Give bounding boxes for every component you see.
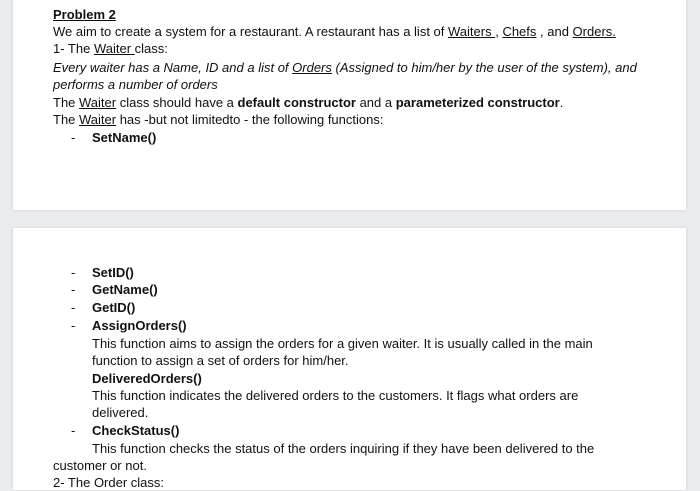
constructors-prefix: The [53,95,80,110]
bullet-marker: - [71,130,76,145]
section-1-heading [53,40,168,57]
function-setname: SetName() [92,130,157,145]
bullet-marker: - [71,282,76,297]
next-section-heading-clipped [53,472,165,490]
assignorders-description-1: This function aims to assign the orders for a given waiter. It is usually called in the main [92,336,593,351]
section-1-prefix: 1- The [53,41,94,56]
orders-link-text: Orders. [572,24,616,39]
waiters-link-text: Waiters [448,24,496,39]
waiter-description-line-1 [53,59,637,76]
function-checkstatus: CheckStatus() [92,423,180,438]
intro-text: We aim to create a system for a restaurant. A restaurant has a list of [53,24,448,39]
intro-line [53,23,616,40]
intro-separator-1: , [495,24,503,39]
chefs-link-text: Chefs [502,24,537,39]
bullet-marker: - [71,318,76,333]
functions-line [53,111,383,128]
waiter-desc-orders: Orders [292,60,332,75]
constructors-mid-1: class should have a [116,95,238,110]
waiter-desc-suffix: (Assigned to him/her by the user of the system), and [331,60,637,75]
functions-prefix: The [53,112,80,127]
constructors-mid-2: and a [355,95,396,110]
bullet-marker: - [71,265,76,280]
checkstatus-description-1: This function checks the status of the orders inquiring if they have been delivered to the [92,441,595,456]
functions-suffix: has -but not limitedto - the following functions: [116,112,384,127]
bullet-marker: - [71,300,76,315]
waiter-description-line-2: performs a number of orders [53,77,218,92]
parameterized-constructor-text: parameterized constructor [395,95,560,110]
function-getname: GetName() [92,282,158,297]
functions-waiter: Waiter [79,112,117,127]
deliveredorders-description-1: This function indicates the delivered orders to the customers. It flags what orders are [92,388,579,403]
next-section-heading: 2- The Order class: [53,475,165,490]
problem-title: Problem 2 [53,7,116,22]
default-constructor-text: default constructor [237,95,356,110]
checkstatus-description-2: customer or not. [53,458,147,473]
function-setid: SetID() [92,265,134,280]
bullet-marker: - [71,423,76,438]
section-1-suffix: class: [134,41,168,56]
constructors-waiter: Waiter [79,95,117,110]
function-deliveredorders: DeliveredOrders() [92,371,202,386]
deliveredorders-description-2: delivered. [92,405,149,420]
intro-separator-2: , and [536,24,573,39]
assignorders-description-2: function to assign a set of orders for him/her. [92,353,349,368]
section-1-waiter: Waiter [93,41,135,56]
constructors-end: . [559,95,564,110]
document-page-2 [13,228,686,490]
waiter-desc-prefix: Every waiter has a Name, ID and a list of [53,60,293,75]
function-getid: GetID() [92,300,136,315]
constructors-line [53,94,563,111]
document-page-1 [13,0,686,210]
function-assignorders: AssignOrders() [92,318,187,333]
